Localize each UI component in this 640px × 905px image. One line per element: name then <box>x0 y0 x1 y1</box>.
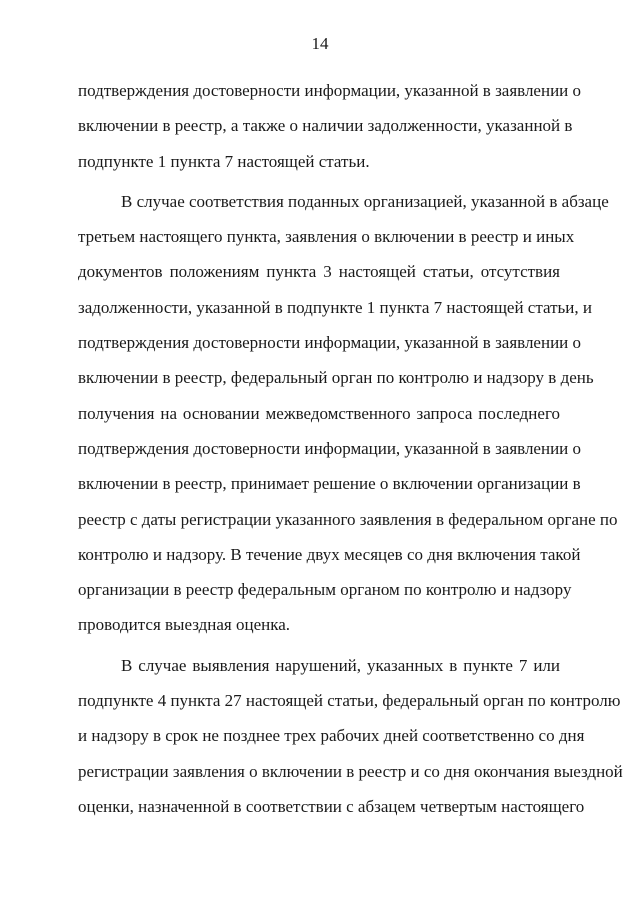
text-line: организации в реестр федеральным органом по контролю и надзору <box>78 580 572 600</box>
text-line: документов положениям пункта 3 настоящей статьи, отсутствия <box>78 262 560 282</box>
text-line: подпункте 1 пункта 7 настоящей статьи. <box>78 151 370 171</box>
text-line: получения на основании межведомственного запроса последнего <box>78 403 560 423</box>
paragraph <box>78 73 582 179</box>
text-line: В случае выявления нарушений, указанных в пункте 7 или <box>121 655 560 675</box>
text-line: третьем настоящего пункта, заявления о включении в реестр и иных <box>78 227 575 247</box>
page-number: 14 <box>311 34 329 53</box>
text-line: регистрации заявления о включении в реестр и со дня окончания выездной <box>78 761 623 781</box>
document-body <box>78 73 623 824</box>
text-line: подтверждения достоверности информации, указанной в заявлении о <box>78 333 582 353</box>
paragraph <box>78 648 623 824</box>
text-line: включении в реестр, принимает решение о включении организации в <box>78 474 581 494</box>
text-line: подтверждения достоверности информации, указанной в заявлении о <box>78 81 582 100</box>
paragraph <box>78 184 618 643</box>
text-line: контролю и надзору. В течение двух месяцев со дня включения такой <box>78 544 581 564</box>
text-line: В случае соответствия поданных организацией, указанной в абзаце <box>121 191 609 211</box>
text-line: подпункте 4 пункта 27 настоящей статьи, федеральный орган по контролю <box>78 691 621 711</box>
text-line: проводится выездная оценка. <box>78 615 291 635</box>
text-line: и надзору в срок не позднее трех рабочих дней соответственно со дня <box>78 726 585 746</box>
text-line: реестр с даты регистрации указанного заявления в федеральном органе по <box>78 509 618 529</box>
text-line: оценки, назначенной в соответствии с абзацем четвертым настоящего <box>78 796 585 816</box>
text-line: подтверждения достоверности информации, указанной в заявлении о <box>78 438 582 458</box>
text-line: включении в реестр, а также о наличии задолженности, указанной в <box>78 116 573 136</box>
text-line: задолженности, указанной в подпункте 1 пункта 7 настоящей статьи, и <box>78 297 592 317</box>
text-line: включении в реестр, федеральный орган по контролю и надзору в день <box>78 368 594 388</box>
